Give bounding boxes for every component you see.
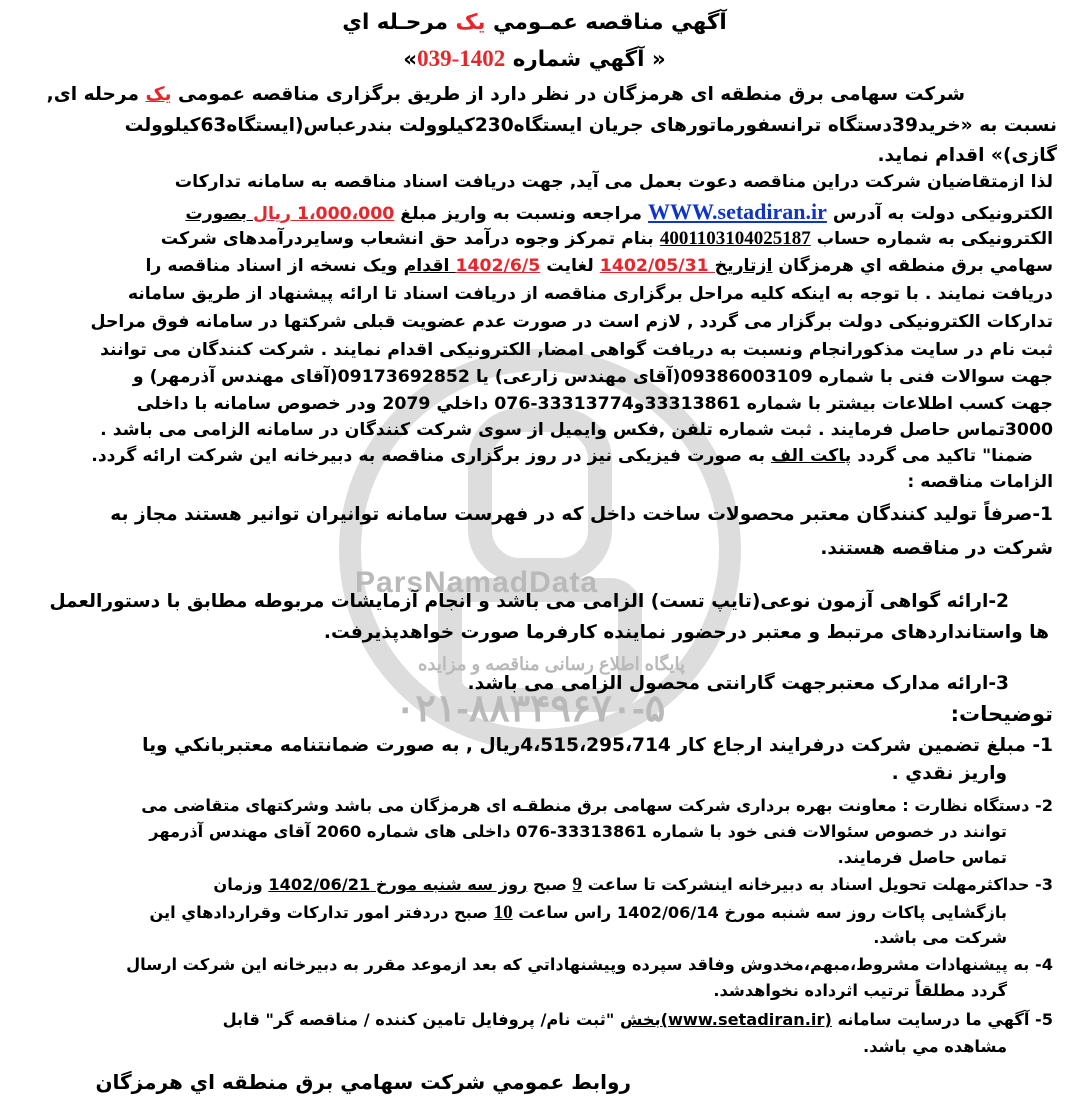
setadiran-link[interactable]: WWW.setadiran.ir <box>648 199 827 224</box>
note-2-cont: توانند در خصوص سئوالات فنی خود با شماره 33313861-076 داخلی های شماره 2060 آقای مهندس آذرمهر <box>149 822 1007 841</box>
requirement-2-cont: ها واستانداردهای مرتبط و معتبر درحضور نماینده کارفرما صورت خواهدپذیرفت. <box>323 622 1049 643</box>
setadiran-section-link[interactable]: (www.setadiran.ir)بخش <box>619 1010 832 1029</box>
note-3: 3- حداکثرمهلت تحویل اسناد به دبیرخانه اینشرکت تا ساعت 9 صبح روز سه شنبه مورخ 1402/06/21 وزمان <box>213 874 1053 895</box>
requirement-1: 1-صرفاً تولید کنندگان معتبر محصولات ساخت داخل که در فهرست سامانه توانیران توانیر هستند مجاز به <box>110 504 1053 525</box>
public-relations-signature: روابط عمومي شرکت سهامي برق منطقه اي هرمزگان <box>95 1070 631 1094</box>
body-line-4: سهامي برق منطقه اي هرمزگان ازتاریخ 1402/05/31 لغایت 1402/6/5 اقدام ویک نسخه از اسناد مناقصه را <box>145 256 1053 276</box>
body-line-9: جهت کسب اطلاعات بیشتر با شماره 33313861و33313774-076 داخلي 2079 ودر خصوص سامانه با داخلی <box>136 394 1053 414</box>
body-line-8: جهت سوالات فنی با شماره 09386003109(آقای مهندس زارعی) یا 09173692852(آقای مهندس آذرمهر) و <box>132 367 1053 387</box>
note-1: 1- مبلغ تضمین شرکت درفرایند ارجاع کار 4،515،295،714ریال , به صورت ضمانتنامه معتبربانكي ويا <box>142 735 1053 756</box>
watermark-phone: ۰۲۱-۸۸۳۴۹۶۷۰-۵ <box>395 688 666 730</box>
notes-heading: توضیحات: <box>950 702 1053 726</box>
page-title: آگهي مناقصه عمـومي يک مرحـله اي <box>342 10 727 35</box>
watermark-subtitle: پایگاه اطلاع رسانی مناقصه و مزایده <box>418 654 686 674</box>
note-4-cont: گردد مطلقاً ترتیب اثرداده نخواهدشد. <box>713 981 1007 1000</box>
note-3-cont: بازگشایی پاکات روز سه شنبه مورخ 1402/06/14 راس ساعت 10 صبح دردفتر امور تدارکات وقراردادهاي اين <box>149 902 1007 923</box>
intro-line-3: گازی)» اقدام نماید. <box>877 145 1057 166</box>
body-line-11: ضمنا" تاکید می گردد پاکت الف به صورت فیزیکی نیز در روز برگزاری مناقصه به دبیرخانه این شرکت ارائه گردد. <box>91 446 1033 466</box>
body-line-10: 3000تماس حاصل فرمایند . ثبت شماره تلفن ,فکس وایمیل از سوی شرکت کنندگان در سامانه الزامی می باشد . <box>100 420 1053 440</box>
requirement-3: 3-ارائه مدارک معتبرجهت گارانتی محصول الزامی می باشد. <box>467 673 1009 694</box>
note-2: 2- دستگاه نظارت : معاونت بهره برداری شرکت سهامی برق منطقـه ای هرمزگان می باشد وشرکتهای متقاضی می <box>141 796 1053 815</box>
requirement-1-cont: شرکت در مناقصه هستند. <box>820 538 1053 559</box>
body-line-3: الکترونیکی به شماره حساب 4001103104025187 بنام تمرکز وجوه درآمد حق انشعاب وسایردرآمدهای شرکت <box>160 228 1053 249</box>
note-3-cont-2: شرکت می باشد. <box>873 928 1007 947</box>
body-line-1: لذا ازمتقاضیان شرکت دراین مناقصه دعوت بعمل می آید, جهت دریافت اسناد مناقصه به سامانه تدارکات <box>174 172 1053 192</box>
note-5-cont: مشاهده مي باشد. <box>863 1037 1007 1056</box>
body-line-6: تدارکات الکترونیکی دولت برگزار می گردد , لازم است در صورت عدم عضویت قبلی شرکتها در سامانه فوق مراحل <box>90 312 1053 332</box>
intro-line-2: نسبت به «خرید39دستگاه ترانسفورماتورهای جریان ایستگاه230کیلوولت بندرعباس(ایستگاه63کیلوولت <box>124 115 1057 136</box>
note-5: 5- آگهي ما درسايت سامانه (www.setadiran.ir)بخش "ثبت نام/ پروفایل تامین کننده / مناقصه گر" قابل <box>222 1010 1053 1029</box>
intro-line-1: شرکت سهامی برق منطقه ای هرمزگان در نظر دارد از طریق برگزاری مناقصه عمومی یک مرحله ای, <box>46 84 965 105</box>
body-line-7: ثبت نام در سایت مذکورانجام ونسبت به دریافت گواهی امضا, الکترونیکی اقدام نمایند . شرکت کنندگان می توانند <box>100 340 1053 360</box>
note-4: 4- به پیشنهادات مشروط،مبهم،مخدوش وفاقد سپرده وپيشنهاداتي که بعد ازموعد مقرر به دبیرخانه این شرکت ارسال <box>126 955 1053 974</box>
requirements-heading: الزامات مناقصه : <box>907 472 1053 492</box>
body-line-5: دریافت نمایند . با توجه به اینکه کلیه مراحل برگزاری مناقصه از دریافت اسناد تا ارائه پیشنهاد از طریق سامانه <box>127 284 1053 304</box>
note-1-cont: واريز نقدي . <box>891 763 1007 784</box>
note-2-cont-2: تماس حاصل فرمایند. <box>837 848 1007 867</box>
body-line-2: الکترونیکی دولت به آدرس WWW.setadiran.ir مراجعه ونسبت به واریز مبلغ 1،000،000 ریال بصورت <box>185 199 1053 224</box>
watermark-brand: ParsNamadData <box>355 566 599 599</box>
announcement-number: « آگهي شماره 1402-039» <box>403 46 666 72</box>
requirement-2: 2-ارائه گواهی آزمون نوعی(تایپ تست) الزامی می باشد و انجام آزمایشات مربوطه مطابق با دستورالعمل <box>49 591 1009 612</box>
